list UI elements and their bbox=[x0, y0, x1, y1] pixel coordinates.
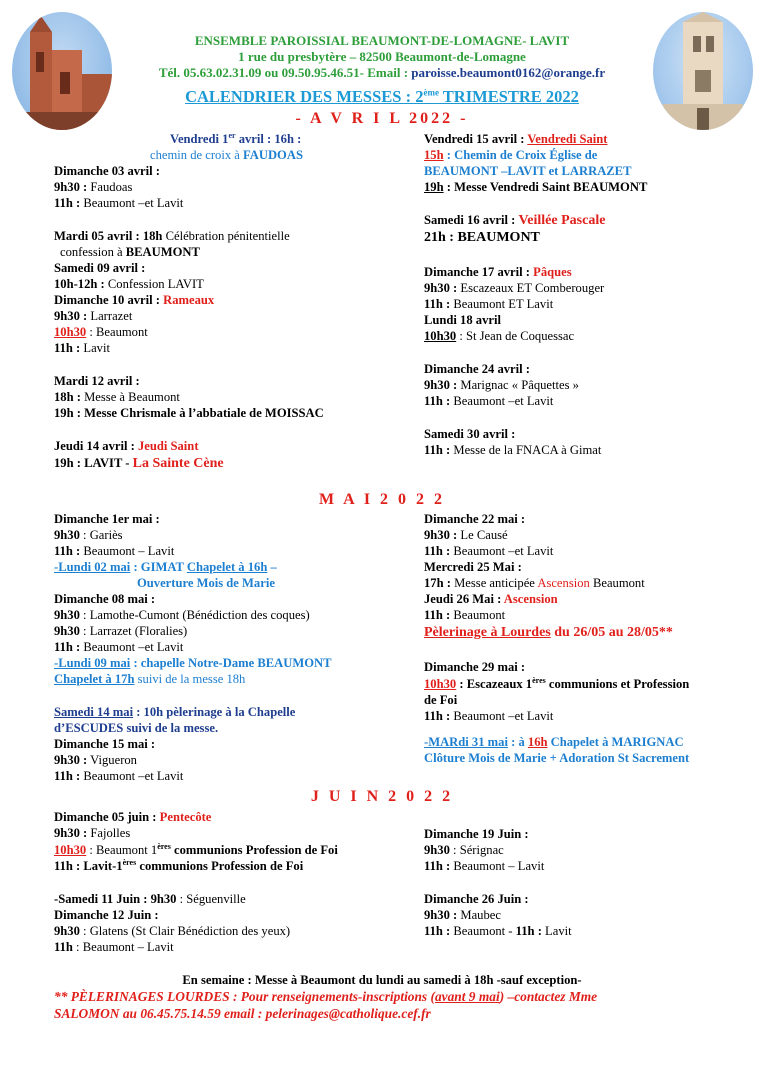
may-right-n7: 11h : Beaumont bbox=[424, 608, 506, 622]
april-left-l13: 11h : Lavit bbox=[54, 341, 110, 355]
may-left-m10: -Lundi 09 mai : chapelle Notre-Dame BEAUMONT bbox=[54, 656, 332, 670]
april-left-l16: 19h : Messe Chrismale à l’abbatiale de MOISSAC bbox=[54, 406, 324, 420]
june-right-k5: 9h30 : Maubec bbox=[424, 908, 501, 922]
april-right-r15: Samedi 30 avril : bbox=[424, 427, 516, 441]
may-left-m12: Samedi 14 mai : 10h pèlerinage à la Chapelle bbox=[54, 705, 296, 719]
april-left-l10: Dimanche 10 avril : Rameaux bbox=[54, 293, 215, 307]
may-right-n8: Pèlerinage à Lourdes du 26/05 au 28/05** bbox=[424, 625, 673, 640]
may-left-m8: 9h30 : Larrazet (Floralies) bbox=[54, 624, 188, 638]
contact-line bbox=[0, 65, 764, 81]
may-left-m1: Dimanche 1er mai : bbox=[54, 512, 160, 526]
april-left-l1: Vendredi 1er avril : 16h : bbox=[170, 130, 302, 146]
june-left-j1: Dimanche 05 juin : Pentecôte bbox=[54, 810, 212, 824]
weekday-note: En semaine : Messe à Beaumont du lundi au samedi à 18h -sauf exception- bbox=[182, 973, 582, 987]
june-left-j4: 11h : Lavit-1ères communions Profession de Foi bbox=[54, 857, 304, 873]
april-left-l9: 10h-12h : Confession LAVIT bbox=[54, 277, 204, 291]
april-left-l15: 18h : Messe à Beaumont bbox=[54, 390, 180, 404]
april-left-l8: Samedi 09 avril : bbox=[54, 261, 146, 275]
june-right-k1: Dimanche 19 Juin : bbox=[424, 827, 529, 841]
june-left-j5: -Samedi 11 Juin : 9h30 : Séguenville bbox=[54, 892, 246, 906]
april-right-r14: 11h : Beaumont –et Lavit bbox=[424, 394, 554, 408]
april-right-r1: Vendredi 15 avril : Vendredi Saint bbox=[424, 132, 608, 146]
june-left-j3: 10h30 : Beaumont 1ères communions Profession de Foi bbox=[54, 841, 338, 857]
april-right-r12: Dimanche 24 avril : bbox=[424, 362, 530, 376]
april-right-r6: 21h : BEAUMONT bbox=[424, 230, 540, 245]
pilgrimage-info-l1: ** PÈLERINAGES LOURDES : Pour renseignements-inscriptions (avant 9 mai) –contactez Mme bbox=[54, 989, 598, 1004]
april-left-l2: chemin de croix à FAUDOAS bbox=[150, 148, 303, 162]
april-right-r11: 10h30 : St Jean de Coquessac bbox=[424, 329, 575, 343]
june-left-j2: 9h30 : Fajolles bbox=[54, 826, 131, 840]
month-may: M A I 2 0 2 2 bbox=[318, 491, 446, 508]
org-name: ENSEMBLE PAROISSIAL BEAUMONT-DE-LOMAGNE- LAVIT bbox=[194, 33, 570, 48]
april-left-l5: 11h : Beaumont –et Lavit bbox=[54, 196, 184, 210]
month-june: J U I N 2 0 2 2 bbox=[310, 788, 454, 805]
may-left-m11: Chapelet à 17h suivi de la messe 18h bbox=[54, 672, 246, 686]
may-right-n3: 11h : Beaumont –et Lavit bbox=[424, 544, 554, 558]
may-left-m14: Dimanche 15 mai : bbox=[54, 737, 156, 751]
may-left-m2: 9h30 : Gariès bbox=[54, 528, 123, 542]
april-right-r2: 15h : Chemin de Croix Église de bbox=[424, 148, 598, 162]
address: 1 rue du presbytère – 82500 Beaumont-de-Lomagne bbox=[238, 49, 526, 64]
april-right-r10: Lundi 18 avril bbox=[424, 313, 501, 327]
may-left-m9: 11h : Beaumont –et Lavit bbox=[54, 640, 184, 654]
may-right-n6: Jeudi 26 Mai : Ascension bbox=[424, 592, 558, 606]
june-right-k4: Dimanche 26 Juin : bbox=[424, 892, 529, 906]
june-left-j7: 9h30 : Glatens (St Clair Bénédiction des yeux) bbox=[54, 924, 291, 938]
april-left-l4: 9h30 : Faudoas bbox=[54, 180, 133, 194]
may-right-n13: -MARdi 31 mai : à 16h Chapelet à MARIGNAC bbox=[424, 735, 684, 749]
may-left-m15: 9h30 : Vigueron bbox=[54, 753, 137, 767]
may-right-n4: Mercredi 25 Mai : bbox=[424, 560, 522, 574]
june-right-k3: 11h : Beaumont – Lavit bbox=[424, 859, 545, 873]
april-left-l14: Mardi 12 avril : bbox=[54, 374, 140, 388]
april-left-l3: Dimanche 03 avril : bbox=[54, 164, 160, 178]
may-right-n2: 9h30 : Le Causé bbox=[424, 528, 508, 542]
may-right-n9: Dimanche 29 mai : bbox=[424, 660, 526, 674]
april-right-r5: Samedi 16 avril : Veillée Pascale bbox=[424, 213, 606, 228]
april-right-r8: 9h30 : Escazeaux ET Comberouger bbox=[424, 281, 605, 295]
april-right-r9: 11h : Beaumont ET Lavit bbox=[424, 297, 554, 311]
april-right-r13: 9h30 : Marignac « Pâquettes » bbox=[424, 378, 579, 392]
month-april: - A V R I L 2022 - bbox=[295, 110, 469, 127]
april-right-r4: 19h : Messe Vendredi Saint BEAUMONT bbox=[424, 180, 648, 194]
may-left-m6: Dimanche 08 mai : bbox=[54, 592, 156, 606]
may-right-n10: 10h30 : Escazeaux 1ères communions et Profession bbox=[424, 675, 690, 691]
may-left-m4: -Lundi 02 mai : GIMAT Chapelet à 16h – bbox=[54, 560, 277, 574]
june-right-k2: 9h30 : Sérignac bbox=[424, 843, 504, 857]
april-right-r7: Dimanche 17 avril : Pâques bbox=[424, 265, 572, 279]
june-left-j8: 11h : Beaumont – Lavit bbox=[54, 940, 174, 954]
pilgrimage-info-l2: SALOMON au 06.45.75.14.59 email : pelerinages@catholique.cef.fr bbox=[54, 1006, 431, 1021]
phone-text: Tél. 05.63.02.31.09 ou 09.50.95.46.51- Email : bbox=[158, 65, 412, 80]
april-right-r16: 11h : Messe de la FNACA à Gimat bbox=[424, 443, 602, 457]
april-left-l12: 10h30 : Beaumont bbox=[54, 325, 148, 339]
calendar-title: CALENDRIER DES MESSES : 2ème TRIMESTRE 2022 bbox=[185, 87, 579, 106]
june-right-k6: 11h : Beaumont - 11h : Lavit bbox=[424, 924, 572, 938]
may-left-m7: 9h30 : Lamothe-Cumont (Bénédiction des coques) bbox=[54, 608, 310, 622]
may-left-m16: 11h : Beaumont –et Lavit bbox=[54, 769, 184, 783]
may-left-m5: Ouverture Mois de Marie bbox=[137, 576, 275, 590]
may-right-n14: Clôture Mois de Marie + Adoration St Sacrement bbox=[424, 751, 690, 765]
april-left-l6: Mardi 05 avril : 18h Célébration pénitentielle bbox=[54, 229, 290, 243]
may-left-m13: d’ESCUDES suivi de la messe. bbox=[54, 721, 219, 735]
may-right-n5: 17h : Messe anticipée Ascension Beaumont bbox=[424, 576, 645, 590]
may-right-n12: 11h : Beaumont –et Lavit bbox=[424, 709, 554, 723]
june-left-j6: Dimanche 12 Juin : bbox=[54, 908, 159, 922]
april-left-l7: confession à BEAUMONT bbox=[60, 245, 200, 259]
may-right-n11: de Foi bbox=[424, 693, 458, 707]
april-left-l18: 19h : LAVIT - La Sainte Cène bbox=[54, 456, 224, 471]
email-link[interactable]: paroisse.beaumont0162@orange.fr bbox=[411, 65, 606, 80]
april-left-l17: Jeudi 14 avril : Jeudi Saint bbox=[54, 439, 199, 453]
april-left-l11: 9h30 : Larrazet bbox=[54, 309, 133, 323]
may-left-m3: 11h : Beaumont – Lavit bbox=[54, 544, 175, 558]
april-right-r3: BEAUMONT –LAVIT et LARRAZET bbox=[424, 164, 632, 178]
may-right-n1: Dimanche 22 mai : bbox=[424, 512, 526, 526]
